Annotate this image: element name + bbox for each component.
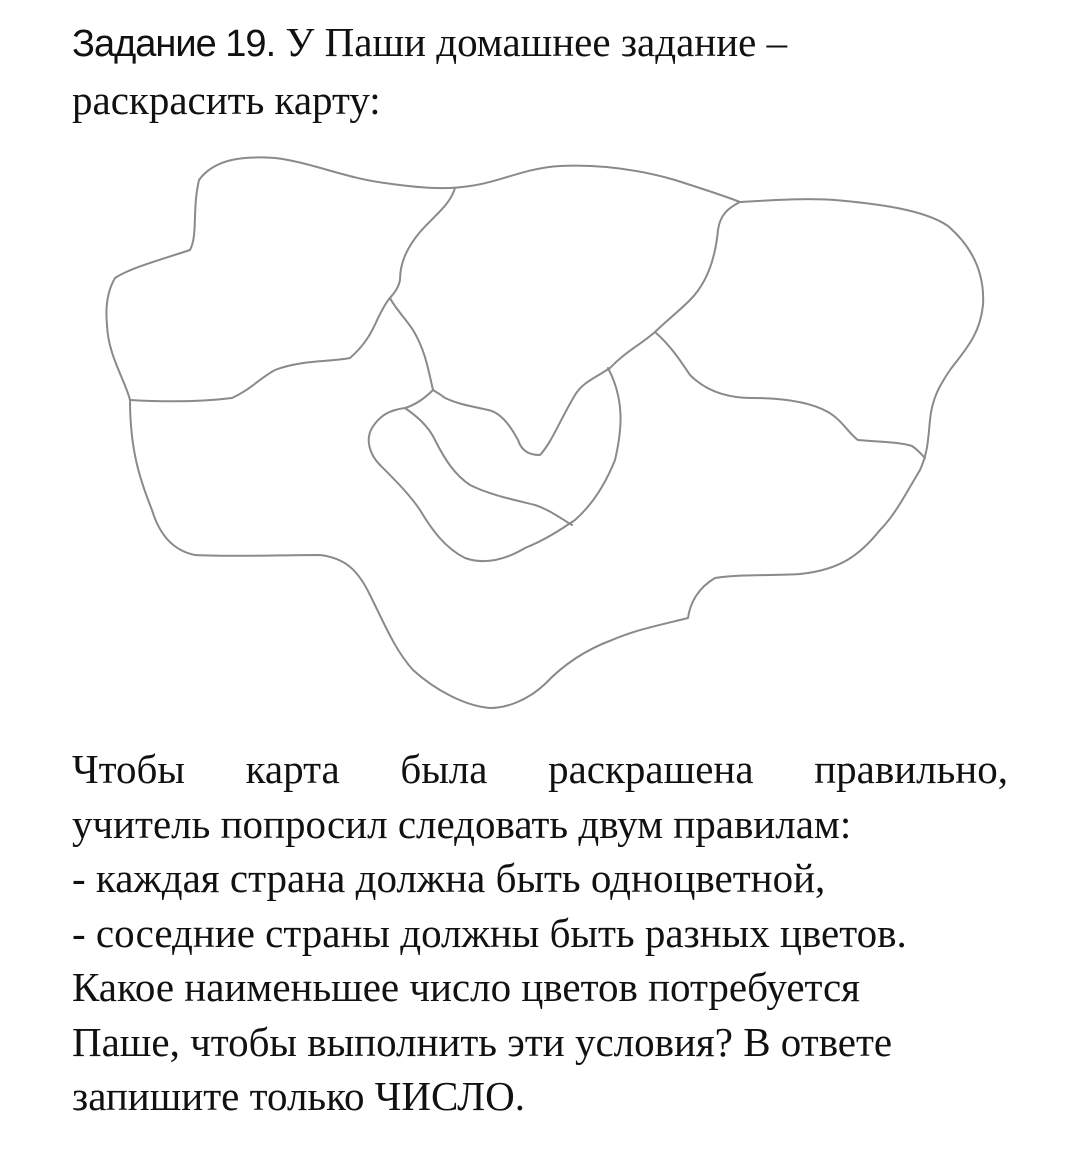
task-intro: У Паши домашнее задание – [275, 19, 788, 65]
map-border-east [655, 332, 925, 458]
map-border-west [130, 298, 390, 401]
body-line-2: учитель попросил следовать двум правилам: [72, 800, 852, 847]
task-intro-line2: раскрасить карту: [72, 77, 381, 123]
task-number-label: Задание 19. [72, 23, 276, 65]
rule-2: - соседние страны должны быть разных цветов. [72, 909, 907, 956]
question-line-3: запишите только ЧИСЛО. [72, 1073, 525, 1119]
question-line-1: Какое наименьшее число цветов потребуется [72, 964, 861, 1010]
map-outer-border [106, 157, 983, 708]
body-line-1: Чтобы карта была раскрашена правильно, [72, 746, 1008, 792]
map-border-north-east [655, 202, 740, 332]
map-border-north-centre [390, 188, 455, 390]
map-border-centre-v [433, 332, 655, 455]
map-border-inner-loop [369, 368, 621, 561]
map-border-inner-band [405, 408, 572, 525]
rule-1: - каждая страна должна быть одноцветной, [72, 855, 826, 901]
task-header [72, 14, 1012, 128]
question-line-2: Паше, чтобы выполнить эти условия? В ответе [72, 1018, 893, 1065]
task-body [72, 742, 1008, 1124]
